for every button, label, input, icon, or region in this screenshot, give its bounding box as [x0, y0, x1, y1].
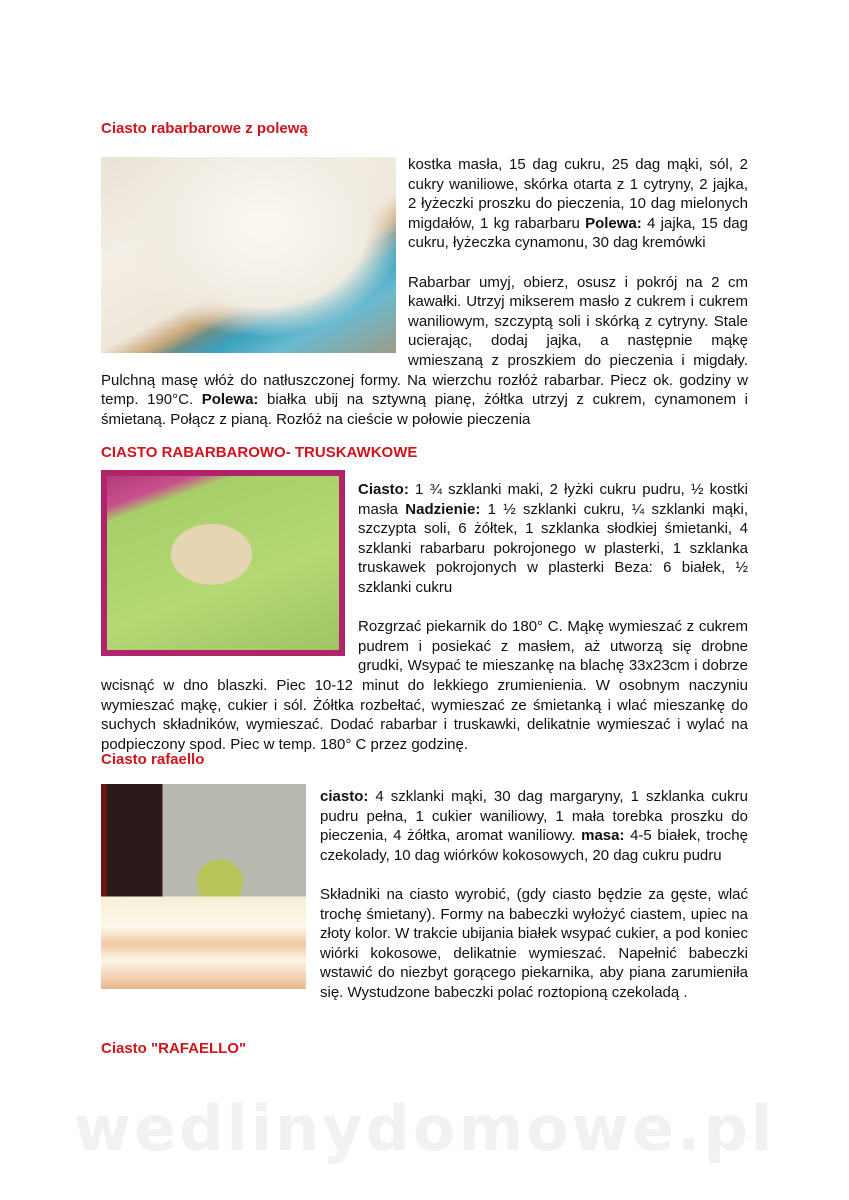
rhubarb-strawberry-cake-photo — [101, 470, 345, 656]
bold-label: Polewa: — [585, 214, 642, 232]
recipe-body — [101, 784, 748, 1003]
text-segment: Rabarbar umyj, obierz, osusz i pokrój na 2 cm kawałki. Utrzyj mikserem masło z cukrem i cukrem waniliowym, szczyptą soli i skórką z cytryny. Stale ucierając, dodaj jajka, a następnie mąkę wmieszaną z proszkiem do pieczenia i migdały. Pulchną masę włóż do natłuszczonej formy. Na wierzchu rozłóż rabarbar. Piecz ok. godziny w temp. 190°C. — [101, 273, 748, 409]
recipe-title: Ciasto rabarbarowe z polewą — [101, 120, 308, 137]
recipe-title: CIASTO RABARBAROWO- TRUSKAWKOWE — [101, 444, 418, 461]
text-segment: kostka masła, 15 dag cukru, 25 dag mąki, sól, 2 cukry waniliowe, skórka otarta z 1 cytryny, 2 jajka, 2 łyżeczki proszku do pieczenia, 10 dag mielonych migdałów, 1 kg rabarbaru — [408, 156, 748, 232]
text-segment: 4 szklanki mąki, 30 dag margaryny, 1 szklanka cukru pudru pełna, 1 cukier waniliowy, 1 mała torebka proszku do pieczenia, 4 żółtka, aromat waniliowy. — [320, 788, 748, 845]
bold-label: Polewa: — [201, 391, 259, 409]
recipe-body — [101, 470, 748, 754]
recipe-body — [101, 155, 748, 429]
bold-label: Nadzienie: — [405, 500, 481, 518]
text-segment: 1 ½ szklanki cukru, ¼ szklanki mąki, szczypta soli, 6 żółtek, 1 szklanka słodkiej śmietanki, 4 szklanki rabarbaru pokrojonego w plasterki, 1 szklanka truskawek pokrojonych w plasterki Beza: 6 białek, ½ szklanki cukru — [358, 500, 748, 596]
rhubarb-cake-photo — [101, 157, 396, 353]
rafaello-cake-photo — [101, 784, 306, 989]
text-segment: 1 ¾ szklanki maki, 2 łyżki cukru pudru, ½ kostki masła — [358, 481, 748, 518]
bold-label: Ciasto: — [358, 481, 409, 498]
recipe-title: Ciasto "RAFAELLO" — [101, 1040, 247, 1057]
recipe-title: Ciasto rafaello — [101, 751, 205, 768]
bold-label: ciasto: — [320, 788, 369, 805]
watermark: wedlinydomowe.pl — [73, 1092, 776, 1165]
text-segment: Rozgrzać piekarnik do 180° C. Mąkę wymieszać z cukrem pudrem i posiekać z masłem, aż utworzą się drobne grudki, Wsypać te mieszankę na blachę 33x23cm i dobrze wcisnąć w dno blaszki. Piec 10-12 minut do lekkiego zrumienienia. W osobnym naczyniu wymieszać mąkę, cukier i sól. Żółtka rozbełtać, wymieszać ze śmietanką i wlać mieszankę do suchych składników, wymieszać. Dodać rabarbar i truskawki, delikatnie wymieszać i wylać na podpieczony spod. Piec w temp. 180° C przez godzinę. — [101, 618, 748, 753]
text-segment: Składniki na ciasto wyrobić, (gdy ciasto będzie za gęste, wlać trochę śmietany). Formy na babeczki wyłożyć ciastem, upiec na złoty kolor. W trakcie ubijania białek wsypać cukier, a pod koniec wiórki kokosowe, delikatnie wymieszać. Napełnić babeczki wstawić do niezbyt gorącego piekarnika, aby piana zarumieniła się. Wystudzone babeczki polać roztopioną czekoladą . — [320, 885, 748, 1001]
bold-label: masa: — [581, 827, 625, 845]
text-segment: białka ubij na sztywną pianę, żółtka utrzyj z cukrem, cynamonem i śmietaną. Połącz z pianą. Rozłóż na cieście w połowie pieczenia — [101, 391, 749, 428]
text-segment: 4 jajka, 15 dag cukru, łyżeczka cynamonu, 30 dag kremówki — [408, 214, 748, 252]
text-segment: 4-5 białek, trochę czekolady, 10 dag wiórków kokosowych, 20 dag cukru pudru — [320, 827, 748, 864]
